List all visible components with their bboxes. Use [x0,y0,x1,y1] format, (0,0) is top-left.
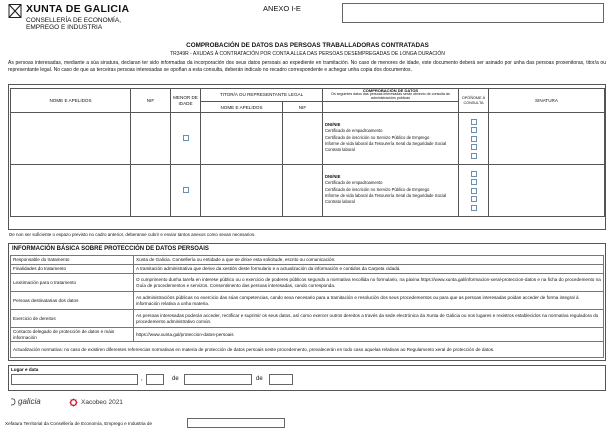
oppose-checkbox[interactable] [471,188,477,194]
oppose-checkbox[interactable] [471,144,477,150]
day-field[interactable] [146,374,164,385]
checks-list [323,113,459,165]
header-tutor-name: NOME E APELIDOS [201,102,283,113]
xunta-logo-icon [8,4,22,18]
oppose-checkbox[interactable] [471,153,477,159]
oppose-checkbox[interactable] [471,136,477,142]
info-key: Exercicio de dereitos [11,310,134,328]
info-row [11,342,604,358]
header-checks [323,89,459,102]
check-item: Certificado de empadroamento [325,128,383,134]
info-key: Responsable do tratamento [11,256,134,265]
persons-table [10,88,605,217]
check-item: Informe de vida laboral da Tesourería Xeral da Seguridade Social [325,192,447,198]
person-nif-field[interactable] [131,113,171,165]
info-value: As persoas interesadas poderán acceder, rectificar e suprimir os seus datos, así como exercer outros dereitos a través da sede electrónica da Xunta de Galicia ou nos lugares e rexistros establecidos na normativa reguladora do procedemento administrativo común. [134,310,604,328]
logo-department-line1: CONSELLERÍA DE ECONOMÍA, [26,17,121,24]
person-row [11,113,605,165]
info-value: O cumprimento dunha tarefa en interese público ou o exercicio de poderes públicos segundo a normativa recollida no formulario, na páxina https://www.xunta.gal/informacion-xeral-proteccion-datos e na ficha do procedemento na Guía de procedementos e servizos. Consentimento das persoas interesadas, cando corresponda. [134,274,604,292]
oppose-checkboxes [459,165,489,217]
table-footnote: De non ser suficiente o espazo previsto no cadro anterior, deberanse cubrir e enviar tantos anexos como sexan necesarios. [9,232,256,237]
signature-field[interactable] [489,113,605,165]
checks-list [323,165,459,217]
info-row [11,310,604,328]
oppose-checkbox[interactable] [471,205,477,211]
de-separator-2: de [256,376,263,382]
person-row [11,165,605,217]
person-name-field[interactable] [11,165,131,217]
document-subtitle: TR349R - AXUDAS Á CONTRATACIÓN POR CONTA ALLEA DAS PERSOAS DESEMPREGADAS DE LONGA DURACIÓN [170,51,445,57]
header-minor: MENOR DE IDADE [171,89,201,113]
info-value: A tramitación administrativa que derive da xestión deste formulario e a actualización da información e contidos da Carpeta cidadá. [134,265,604,274]
oppose-checkbox[interactable] [471,179,477,185]
info-value: https://www.xunta.gal/proteccion-datos-persoais [134,328,604,342]
xacobeo-logo-icon [69,398,78,407]
info-key: Lexitimación para o tratamento [11,274,134,292]
territorial-office-label: Xefatura Territorial da Consellería de Economía, Emprego e Industria de [5,421,152,426]
document-title: COMPROBACIÓN DE DATOS DAS PERSOAS TRABALLADORAS CONTRATADAS [186,42,429,49]
comma-separator: , [141,376,143,382]
annex-label: ANEXO I-E [263,4,301,13]
info-row [11,265,604,274]
oppose-checkbox[interactable] [471,119,477,125]
registry-stamp-box [342,3,604,23]
checks-subtitle: Os seguintes datos das persoas interesadas serán obxecto de consulta ás administracións públicas [331,92,450,101]
info-key: Persoas destinatarias dos datos [11,292,134,310]
intro-paragraph: As persoas interesadas, mediante a súa sinatura, declaran ter sido informadas da incorporación dos seus datos persoais ao expediente en tramitación. No caso de menores de idade, este documento deberá ser asinado por unha das persoas proxenitoras, titor/a ou representante legal. No caso de que as terceiras persoas interesadas se opoñan a esta consulta, deberán indicalo no recadro correspondente e achegar unha copia dos documentos. [8,60,606,73]
check-item: Certificado de empadroamento [325,180,383,186]
info-row [11,256,604,265]
header-oppose: OPÓÑOME Á CONSULTA [459,89,489,113]
data-protection-title: INFORMACIÓN BÁSICA SOBRE PROTECCIÓN DE DATOS PERSOAIS [12,246,209,252]
header-name: NOME E APELIDOS [11,89,131,113]
info-footer: Actualización normativa: no caso de existiren diferentes referencias normativas en materia de protección de datos persoais neste procedemento, prevalecerán en todo caso aquelas relativas ao Regulamento xeral de protección de datos. [11,342,604,358]
info-row [11,328,604,342]
minor-checkbox[interactable] [183,135,189,141]
check-item: DNI/NIE [325,121,341,127]
galicia-logo-icon [10,398,16,406]
header-signature: SINATURA [489,89,605,113]
header-tutor-nif: NIF [283,102,323,113]
signature-field[interactable] [489,165,605,217]
place-field[interactable] [11,374,138,385]
info-row [11,292,604,310]
galicia-logo-text: galicia [18,397,41,406]
minor-checkbox[interactable] [183,187,189,193]
check-item: Contrato laboral [325,147,355,153]
person-name-field[interactable] [11,113,131,165]
info-key: Contacto delegado de protección de datos e máis información [11,328,134,342]
header-nif: NIF [131,89,171,113]
header-checks-spacer [323,102,459,113]
info-value: Xunta de Galicia. Consellería ou entidade a que se dirixe esta solicitude, escrito ou comunicación. [134,256,604,265]
territorial-office-field[interactable] [187,418,285,428]
header-tutor: TITOR/A OU REPRESENTANTE LEGAL [201,89,323,102]
xacobeo-logo-text: Xacobeo 2021 [81,399,123,406]
de-separator-1: de [172,376,179,382]
check-item: Informe de vida laboral da Tesourería Xeral da Seguridade Social [325,140,447,146]
check-item: Certificado de inscrición no Servizo Público de Emprego [325,134,430,140]
info-key: Finalidades do tratamento [11,265,134,274]
tutor-name-field[interactable] [201,165,283,217]
info-value: As administracións públicas no exercicio das súas competencias, cando sexa necesario para a tramitación e resolución dos seus procedementos ou para que as persoas interesadas poidan acceder de forma integral á información relativa a unha materia. [134,292,604,310]
month-field[interactable] [184,374,252,385]
check-item: Certificado de inscrición no Servizo Público de Emprego [325,186,430,192]
logo-title: XUNTA DE GALICIA [26,3,130,15]
checks-title: COMPROBACIÓN DE DATOS [362,88,419,93]
oppose-checkbox[interactable] [471,127,477,133]
info-row [11,274,604,292]
check-item: Contrato laboral [325,199,355,205]
oppose-checkbox[interactable] [471,196,477,202]
logo-department-line2: EMPREGO E INDUSTRIA [26,24,103,31]
person-nif-field[interactable] [131,165,171,217]
tutor-nif-field[interactable] [283,165,323,217]
oppose-checkboxes [459,113,489,165]
tutor-name-field[interactable] [201,113,283,165]
data-protection-table [10,255,604,358]
check-item: DNI/NIE [325,173,341,179]
year-field[interactable] [269,374,293,385]
oppose-checkbox[interactable] [471,171,477,177]
place-date-label: Lugar e data [11,367,39,372]
tutor-nif-field[interactable] [283,113,323,165]
